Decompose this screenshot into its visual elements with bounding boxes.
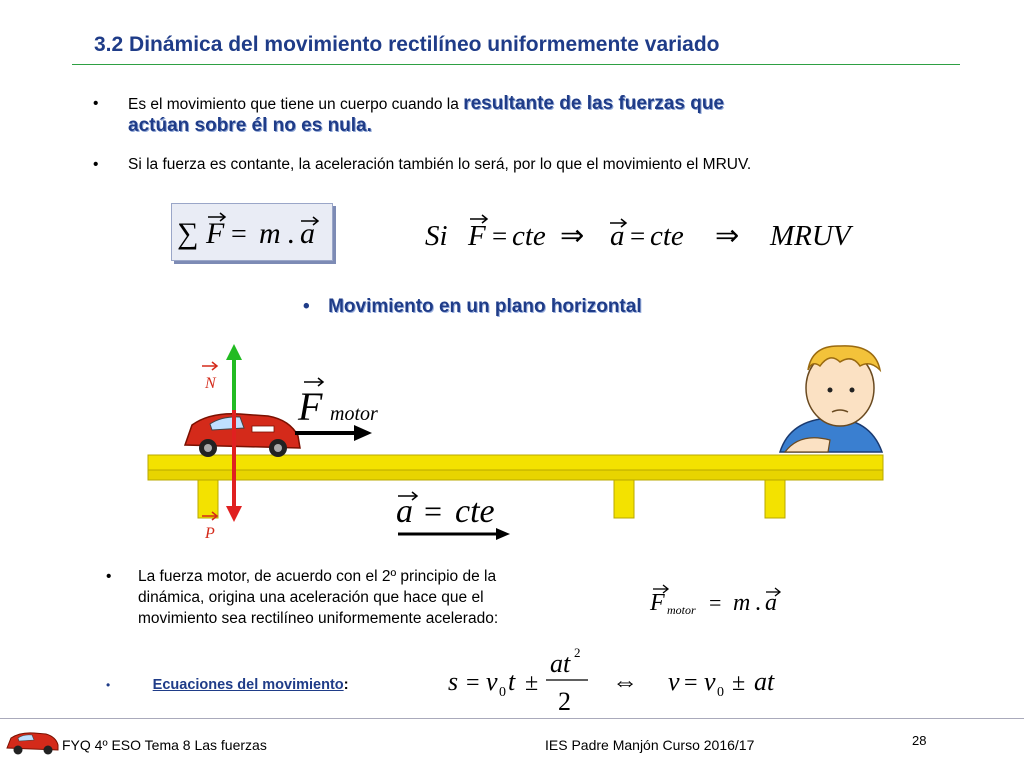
bullet-1-text: Es el movimiento que tiene un cuerpo cuando la [128,96,464,113]
bullet-2 [93,154,973,175]
dot-operator: . [287,217,295,250]
bullet-1 [93,93,953,137]
subheading-bullet [303,296,642,318]
footer-car-icon [4,726,60,756]
acceleration-symbol: a [765,590,777,616]
force-diagram [140,340,890,555]
weight-arrow-head [226,506,242,522]
bullet-dot: • [106,568,112,585]
plus-minus: ± [732,670,746,696]
mruv-condition-formula [420,205,870,260]
dot-operator: . [755,590,761,616]
equals-sign: = [492,221,508,251]
equals-sign: = [709,590,722,615]
paragraph-bullet [106,566,606,629]
normal-force-arrow-head [226,344,242,360]
motor-subscript: motor [667,603,696,617]
equals-sign: = [466,670,480,696]
footer-school: IES Padre Manjón Curso 2016/17 [545,737,755,753]
footer-divider [0,718,1024,719]
position-symbol: s [448,667,459,696]
motor-force-formula [645,580,795,625]
table-edge [148,470,883,480]
bullet-1-emphasis-2: actúan sobre él no es nula. [128,115,372,136]
page-title: 3.2 Dinámica del movimiento rectilíneo uniformemente variado [94,33,720,56]
table-leg-right [765,478,785,518]
motor-force-arrow-head [354,425,372,441]
equations-label: Ecuaciones del movimiento [152,677,344,693]
bullet-1-emphasis-1: resultante de las fuerzas que [463,93,725,114]
force-symbol: F [650,590,665,616]
iff-arrow: ⇔ [612,667,638,696]
newton-law-formula [171,203,336,263]
paragraph-line-2: dinámica, origina una aceleración que hace que el [138,589,484,606]
acceleration-symbol: a [396,493,413,530]
footer-course: FYQ 4º ESO Tema 8 Las fuerzas [62,737,267,753]
equals-sign: = [231,219,247,250]
exponent-2: 2 [574,645,581,660]
page-number: 28 [912,733,927,748]
subheading-text: Movimiento en un plano horizontal [328,296,642,317]
sum-symbol: ∑ [177,217,199,250]
acceleration-symbol: a [610,220,625,252]
motor-subscript: motor [330,403,378,425]
equations-colon: : [343,676,349,693]
weight-label: P [205,525,215,542]
mass-symbol: m [733,590,751,616]
cte-word: cte [650,220,684,252]
cte-word: cte [512,220,546,252]
v0-subscript: 0 [499,685,506,700]
cte-word: cte [455,493,495,530]
bullet-dot: • [93,156,99,173]
paragraph-line-3: movimiento sea rectilíneo uniformemente acelerado: [138,610,499,627]
mruv-word: MRUV [770,220,851,252]
force-symbol: F [206,217,225,250]
bullet-2-text: Si la fuerza es contante, la aceleración también lo será, por lo que el movimiento el MRUV. [128,156,752,173]
bullet-dot: • [303,296,310,317]
equals-sign: = [424,493,443,529]
motor-force-symbol: F [298,384,323,429]
acceleration-symbol: a [300,217,315,250]
boy-illustration [780,346,882,452]
table-top [148,455,883,470]
numerator-at: at [550,649,571,678]
mass-symbol: m [259,217,281,250]
bullet-dot: • [106,678,111,692]
v0-symbol: v [486,667,498,696]
implies-arrow: ⇒ [560,220,585,252]
v0-subscript: 0 [717,685,724,700]
table-leg-left [198,478,218,518]
title-divider [72,64,960,65]
v0-symbol: v [704,667,716,696]
equations-bullet [106,676,349,694]
acceleration-arrow-head [496,528,510,540]
denominator-2: 2 [558,687,571,716]
kinematic-equations [440,640,800,718]
paragraph-line-1: La fuerza motor, de acuerdo con el 2º principio de la [138,568,497,585]
force-symbol: F [468,220,486,252]
time-symbol: t [508,667,516,696]
at-term: at [754,667,775,696]
bullet-dot: • [93,95,99,112]
implies-arrow: ⇒ [715,220,740,252]
car-illustration [185,414,300,457]
table-leg-middle [614,478,634,518]
normal-force-label: N [205,375,216,392]
si-word: Si [425,220,448,252]
equals-sign: = [630,221,646,251]
plus-minus: ± [525,670,539,696]
velocity-symbol: v [668,667,680,696]
equals-sign: = [684,670,698,696]
